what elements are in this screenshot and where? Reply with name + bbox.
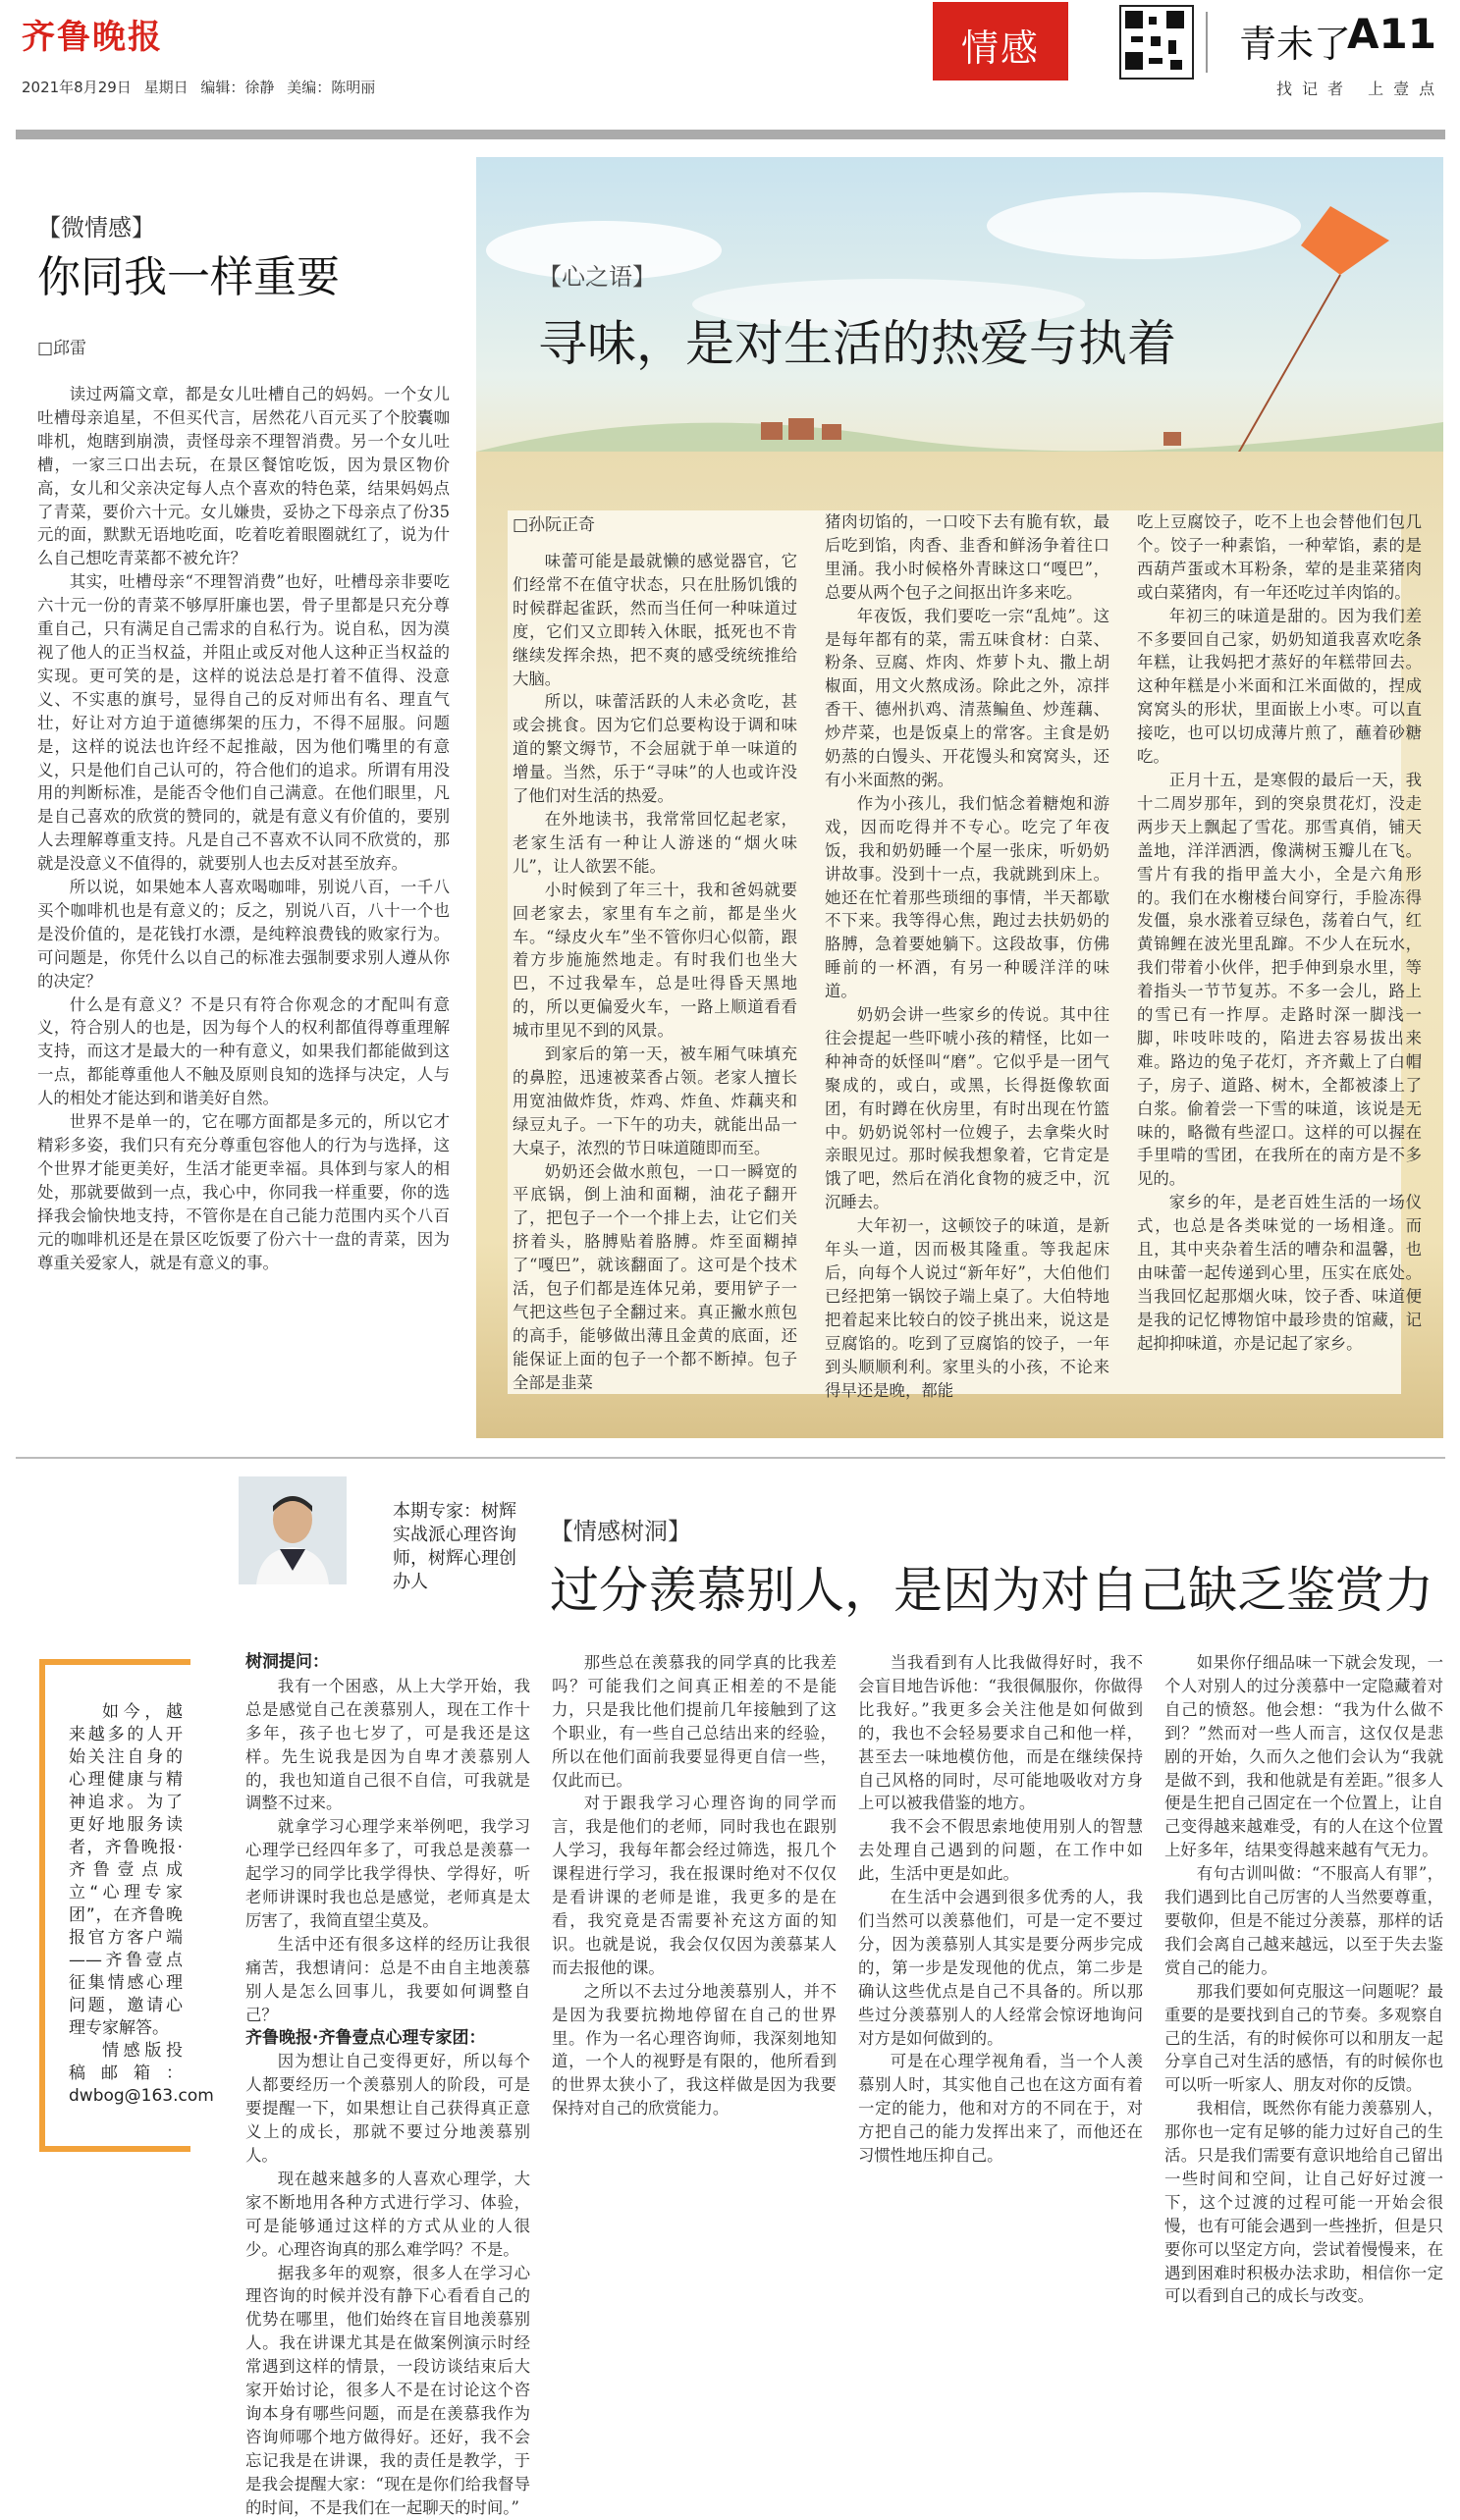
paragraph: 正月十五，是寒假的最后一天，我十二周岁那年，到的突泉贯花灯，没走两步天上飘起了雪花。那雪真俏，铺天盖地，洋洋洒洒，像满树玉瓣儿在飞。雪片有我的指甲盖大小，全是六角形的。我们在水榭楼台间穿行，手脸冻得发僵，泉水涨着豆绿色，荡着白气，红黄锦鲤在波光里乱蹿。不少人在玩水，我们带着小伙伴，把手伸到泉水里，等着指头一节节复苏。不多一会儿，路上的雪已有一拃厚。走路时深一脚浅一脚，咔吱咔吱的，陷进去容易拔出来难。路边的兔子花灯，齐齐戴上了白帽子，房子、道路、树木，全都被漆上了白浆。偷着尝一下雪的味道，该说是无味的，略微有些涩口。这样的可以握在手里啃的雪团，在我所在的南方是不多见的。 [1137,770,1422,1189]
answer-paragraph: 我相信，既然你有能力羡慕别人，那你也一定有足够的能力过好自己的生活。只是我们需要有意识地给自己留出一些时间和空间，让自己好好过渡一下，这个过渡的过程可能一开始会很慢，也有可能会遇到一些挫折，但是只要你可以坚定方向，尝试着慢慢来，在遇到困难时积极办法求助，相信你一定可以看到自己的成长与改变。 [1164,2099,1443,2306]
answer-paragraph: 据我多年的观察，很多人在学习心理咨询的时候并没有静下心看看自己的优势在哪里，他们始终在盲目地羡慕别人。我在讲课尤其是在做案例演示时经常遇到这样的情景，一段访谈结束后大家开始讨论，很多人不是在讨论这个咨询本身有哪些问题，而是在羡慕我作为咨询师哪个地方做得好。还好，我不会忘记我是在讲课，我的责任是教学，于是我会提醒大家：“现在是你们给我督导的时间，不是我们在一起聊天的时间。” [245,2263,530,2517]
section-label: 情感 [960,27,1040,70]
issue-weekday: 星期日 [143,79,189,96]
feature-column-2 [825,510,1109,1414]
paragraph: 什么是有意义？不是只有符合你观念的才配叫有意义，符合别人的也是，因为每个人的权利都值得尊重理解支持，而这才是最大的一种有意义，如果我们都能做到这一点，都能尊重他人不触及原则良知的选择与决定，人与人的相处才能达到和谐美好自然。 [37,994,450,1108]
paragraph: 所以说，如果她本人喜欢喝咖啡，别说八百，一千八买个咖啡机也是有意义的；反之，别说八百，八十一个也是没价值的，是花钱打水漂，是纯粹浪费钱的败家行为。可问题是，你凭什么以自己的标准去强制要求别人遵从你的决定？ [37,878,450,991]
paragraph: 吃上豆腐饺子，吃不上也会替他们包几个。饺子一种素馅，一种荤馅，素的是西葫芦蛋或木耳粉条，荤的是韭菜猪肉或白菜猪肉，有一年还吃过羊肉馅的。 [1137,512,1422,602]
submission-email: 情感版投稿邮箱：dwbog@163.com [69,2041,214,2106]
paragraph: 猪肉切馅的，一口咬下去有脆有软，最后吃到馅，肉香、韭香和鲜汤争着往口里涌。我小时候格外青睐这口“嘎巴”，总要从两个包子之间抠出许多来吃。 [825,512,1109,602]
paragraph: 大年初一，这顿饺子的味道，是新年头一道，因而极其隆重。等我起床后，向每个人说过“新年好”，大伯他们已经把第一锅饺子端上桌了。大伯特地把着起来比较白的饺子挑出来，说这是豆腐馅的。吃到了豆腐馅的饺子，一年到头顺顺利利。家里头的小孩，不论来得早还是晚，都能 [825,1216,1109,1400]
left-article-body [37,383,450,1443]
feature-kicker: 【心之语】 [538,263,656,291]
feature-author: □孙阮正奇 [513,515,596,535]
answer-paragraph: 当我看到有人比我做得好时，我不会盲目地告诉他：“我很佩服你，你做得比我好。”我更多会关注他是如何做到的，我也不会轻易要求自己和他一样，甚至去一味地模仿他，而是在继续保持自己风格的同时，尽可能地吸收对方身上可以被我借鉴的地方。 [858,1653,1143,1813]
paragraph: 年初三的味道是甜的。因为我们差不多要回自己家，奶奶知道我喜欢吃条年糕，让我妈把才蒸好的年糕带回去。这种年糕是小米面和江米面做的，捏成窝窝头的形状，里面嵌上小枣。可以直接吃，也可以切成薄片煎了，蘸着砂糖吃。 [1137,606,1422,767]
paragraph: 奶奶会讲一些家乡的传说。其中往往会提起一些吓唬小孩的精怪，比如一种神奇的妖怪叫“磨”。它似乎是一团气聚成的，或白，或黑，长得挺像软面团，有时蹲在伙房里，有时出现在竹篮中。奶奶说邻村一位嫂子，去拿柴火时亲眼见过。那时候我想象着，它肯定是饿了吧，然后在消化食物的疲乏中，沉沉睡去。 [825,1005,1109,1212]
left-article-title: 你同我一样重要 [37,252,340,302]
answer-paragraph: 那些总在羡慕我的同学真的比我差吗？可能我们之间真正相差的不是能力，只是我比他们提前几年接触到了这个职业，有一些自己总结出来的经验，所以在他们面前我要显得更自信一些，仅此而已。 [552,1653,837,1790]
bottom-title: 过分羡慕别人，是因为对自己缺乏鉴赏力 [550,1562,1433,1619]
answer-paragraph: 有句古训叫做：“不服高人有罪”，我们遇到比自己厉害的人当然要尊重，要敬仰，但是不能过分羡慕，那样的话我们会离自己越来越远，以至于失去鉴赏自己的能力。 [1164,1864,1443,1977]
page-number: A11 [1347,10,1436,58]
expert-avatar [239,1476,347,1584]
bottom-column-3 [858,1651,1143,2338]
feature-title: 寻味，是对生活的热爱与执着 [538,315,1176,372]
paragraph: 世界不是单一的，它在哪方面都是多元的，所以它才精彩多姿，我们只有充分尊重包容他人的行为与选择，这个世界才能更美好，生活才能更幸福。具体到与家人的相处，那就要做到一点，我心中，你同我一样重要，你的选择我会愉快地支持，不管你是在自己能力范围内买个八百元的咖啡机还是在景区吃饭要了份六十一盘的青菜，因为尊重关爱家人，就是有意义的事。 [37,1112,450,1272]
editor-credit: 编辑：徐静 [200,79,275,96]
section-divider [16,1457,1445,1459]
expert-info [393,1500,520,1594]
feature-column-1 [513,550,797,1414]
paragraph: 家乡的年，是老百姓生活的一场仪式，也总是各类味觉的一场相逢。而且，其中夹杂着生活的嘈杂和温馨，也由味蕾一起传递到心里，压实在底处。当我回忆起那烟火味，饺子香、味道便是我的记忆博物馆中最珍贵的馆藏，记起抑抑味道，亦是记起了家乡。 [1137,1193,1422,1353]
paragraph: 读过两篇文章，都是女儿吐槽自己的妈妈。一个女儿吐槽母亲追星，不但买代言，居然花八百元买了个胶囊咖啡机，炮瞎到崩溃，责怪母亲不理智消费。另一个女儿吐槽，一家三口出去玩，在景区餐馆吃饭，因为景区物价高，女儿和父亲决定每人点个喜欢的特色菜，结果妈妈点了青菜，要价六十元。女儿嫌贵，妥协之下母亲点了份35元的面，默默无语地吃面，吃着吃着眼圈就红了，说为什么自己想吃青菜都不被允许？ [37,385,450,568]
expert-description: 实战派心理咨询师，树辉心理创办人 [393,1525,516,1592]
qr-code-icon [1119,5,1194,80]
paragraph: 奶奶还会做水煎包，一口一瞬宽的平底锅，倒上油和面糊，油花子翻开了，把包子一个一个排上去，让它们关挤着头，胳膊贴着胳膊。炸至面糊掉了“嘎巴”，就该翻面了。这可是个技术活，包子们都是连体兄弟，要用铲子一气把这些包子全翻过来。真正撇水煎包的高手，能够做出薄且金黄的底面，还能保证上面的包子一个都不断掉。包子全部是韭菜 [513,1161,797,1392]
masthead [0,0,1460,147]
answer-paragraph: 我不会不假思索地使用别人的智慧去处理自己遇到的问题，在工作中如此，生活中更是如此。 [858,1817,1143,1884]
answer-paragraph: 现在越来越多的人喜欢心理学，大家不断地用各种方式进行学习、体验，可是能够通过这样的方式从业的人很少。心理咨询真的那么难学吗？不是。 [245,2169,530,2259]
left-article-author: □邱雷 [37,339,87,358]
designer-credit: 美编：陈明丽 [287,79,376,96]
paragraph: 味蕾可能是最就懒的感觉器官，它们经常不在值守状态，只在肚肠饥饿的时候群起雀跃，然而当任何一种味道过度，它们又立即转入休眠，抵死也不肯继续发挥余热，把不爽的感受统统推给大脑。 [513,552,797,688]
answer-paragraph: 可是在心理学视角看，当一个人羡慕别人时，其实他自己也在这方面有着一定的能力，他和对方的不同在于，对方把自己的能力发挥出来了，而他还在习惯性地压抑自己。 [858,2052,1143,2166]
paragraph: 在外地读书，我常常回忆起老家，老家生活有一种让人游迷的“烟火味儿”，让人欲罢不能。 [513,809,797,876]
question-text: 生活中还有很多这样的经历让我很痛苦，我想请问：总是不由自主地羡慕别人是怎么回事儿，我要如何调整自己？ [245,1934,530,2024]
answer-paragraph: 对于跟我学习心理咨询的同学而言，我是他们的老师，同时我也在跟别人学习，我每年都会经过筛选，报几个课程进行学习，我在报课时绝对不仅仅是看讲课的老师是谁，我更多的是在看，我究竟是否需要补充这方面的知识。也就是说，我会仅仅因为羡慕某人而去报他的课。 [552,1794,837,1977]
issue-date: 2021年8月29日 [22,79,132,96]
answer-label: 齐鲁晚报·齐鲁壹点心理专家团： [245,2027,486,2048]
answer-paragraph: 如果你仔细品味一下就会发现，一个人对别人的过分羡慕中一定隐藏着对自己的愤怒。他会想：“我为什么做不到？”然而对一些人而言，这仅仅是悲剧的开始，久而久之他们会认为“我就是做不到，我和他就是有差距。”很多人便是生把自己固定在一个位置上，让自己变得越来越难受，有的人在这个位置上好多年，结果变得越来越有气无力。 [1164,1653,1443,1860]
paragraph: 所以，味蕾活跃的人未必贪吃，甚或会挑食。因为它们总要构设于调和味道的繁文缛节，不会屈就于单一味道的增量。当然，乐于“寻味”的人也或许没了他们对生活的热爱。 [513,692,797,806]
answer-paragraph: 之所以不去过分地羡慕别人，并不是因为我要抗拗地停留在自己的世界里。作为一名心理咨询师，我深刻地知道，一个人的视野是有限的，他所看到的世界太狭小了，我这样做是因为我要保持对自己的欣赏能力。 [552,1981,837,2118]
paragraph: 到家后的第一天，被车厢气味填充的鼻腔，迅速被菜香占领。老家人擅长用宽油做炸货，炸鸡、炸鱼、炸藕夹和绿豆丸子。一下午的功夫，就能出品一大桌子，浓烈的节日味道随即而至。 [513,1045,797,1157]
question-text: 我有一个困惑，从上大学开始，我总是感觉自己在羡慕别人，现在工作十多年，孩子也七岁了，可是我还是这样。先生说我是因为自卑才羡慕别人的，我也知道自己很不自信，可我就是调整不过来。 [245,1676,530,1813]
column-intro-text [69,1701,214,2108]
feature-column-3 [1137,510,1422,1414]
dateline [22,77,375,97]
newspaper-logo: 齐鲁晚报 [22,18,163,57]
paragraph: 年夜饭，我们要吃一宗“乱炖”。这是每年都有的菜，需五味食材：白菜、粉条、豆腐、炸肉、炸萝卜丸、撒上胡椒面，用文火熬成汤。除此之外，凉拌香干、德州扒鸡、清蒸鳊鱼、炒莲藕、炒芹菜，也是饭桌上的常客。主食是奶奶蒸的白馒头、开花馒头和窝窝头，还有小米面熬的粥。 [825,606,1109,789]
paragraph: 小时候到了年三十，我和爸妈就要回老家去，家里有车之前，都是坐火车。“绿皮火车”坐不管你归心似箭，跟着方步施施然地走。有时我们也坐大巴，不过我晕车，总是吐得昏天黑地的，所以更偏爱火车，一路上顺道看看城市里见不到的风景。 [513,880,797,1041]
paragraph: 作为小孩儿，我们惦念着糖炮和游戏，因而吃得并不专心。吃完了年夜饭，我和奶奶睡一个屋一张床，听奶奶讲故事。没到十一点，我就跳到床上。她还在忙着那些琐细的事情，半天都歇不下来。我等得心焦，跑过去扶奶奶的胳膊，急着要她躺下。这段故事，仿佛睡前的一杯酒，有另一种暖洋洋的味道。 [825,793,1109,1001]
intro-paragraph: 如今，越来越多的人开始关注自身的心理健康与精神追求。为了更好地服务读者，齐鲁晚报·齐鲁壹点成立“心理专家团”，在齐鲁晚报官方客户端——齐鲁壹点征集情感心理问题，邀请心理专家解答。 [69,1702,183,2038]
answer-paragraph: 在生活中会遇到很多优秀的人，我们当然可以羡慕他们，可是一定不要过分，因为羡慕别人其实是要分两步完成的，第一步是发现他的优点，第二步是确认这些优点是自己不具备的。所以那些过分羡慕别人的人经常会惊讶地询问对方是如何做到的。 [858,1888,1143,2048]
reporter-line: 找记者 上壹点 [1276,80,1445,98]
answer-paragraph: 因为想让自己变得更好，所以每个人都要经历一个羡慕别人的阶段，可是要提醒一下，如果想让自己获得真正意义上的成长，那就不要过分地羡慕别人。 [245,2052,530,2166]
bottom-kicker: 【情感树洞】 [550,1518,691,1545]
header-rule [16,130,1445,139]
paragraph: 其实，吐槽母亲“不理智消费”也好，吐槽母亲非要吃六十元一份的青菜不够厚肝廉也罢，骨子里都是只充分尊重自己，只有满足自己需求的自私行为。说自私，因为漠视了他人的正当权益，并阻止或反对他人这种正当权益的实现。更可笑的是，这样的说法总是打着不值得、没意义、不实惠的旗号，显得自己的反对师出有名、理直气壮，好让对方迫于道德绑架的压力，不得不屈服。问题是，这样的说法也许经不起推敲，因为他们嘴里的有意义，只是他们自己认可的，符合他们的追求。所谓有用没用的判断标准，是能否令他们自己满意。在他们眼里，凡是自己喜欢的欣赏的赞同的，就是有意义有价值的，要别人去理解尊重支持。凡是自己不喜欢不认同不欣赏的，那就是没意义不值得的，就要别人也去反对甚至放弃。 [37,572,450,874]
expert-name: 本期专家：树辉 [393,1501,516,1522]
bottom-column-2 [552,1651,837,2338]
left-article-kicker: 【微情感】 [37,214,155,241]
bottom-column-4 [1164,1651,1443,2338]
answer-paragraph: 那我们要如何克服这一问题呢？最重要的是要找到自己的节奏。多观察自己的生活，有的时候你可以和朋友一起分享自己对生活的感悟，有的时候你也可以听一听家人、朋友对你的反馈。 [1164,1981,1443,2095]
question-text: 就拿学习心理学来举例吧，我学习心理学已经四年多了，可我总是羡慕一起学习的同学比我学得快、学得好，听老师讲课时我也总是感觉，老师真是太厉害了，我简直望尘莫及。 [245,1817,530,1930]
bottom-column-1 [245,1651,530,2517]
header-divider [1206,12,1208,73]
question-label: 树洞提问： [245,1652,329,1672]
page-title: 青未了 [1239,23,1352,66]
